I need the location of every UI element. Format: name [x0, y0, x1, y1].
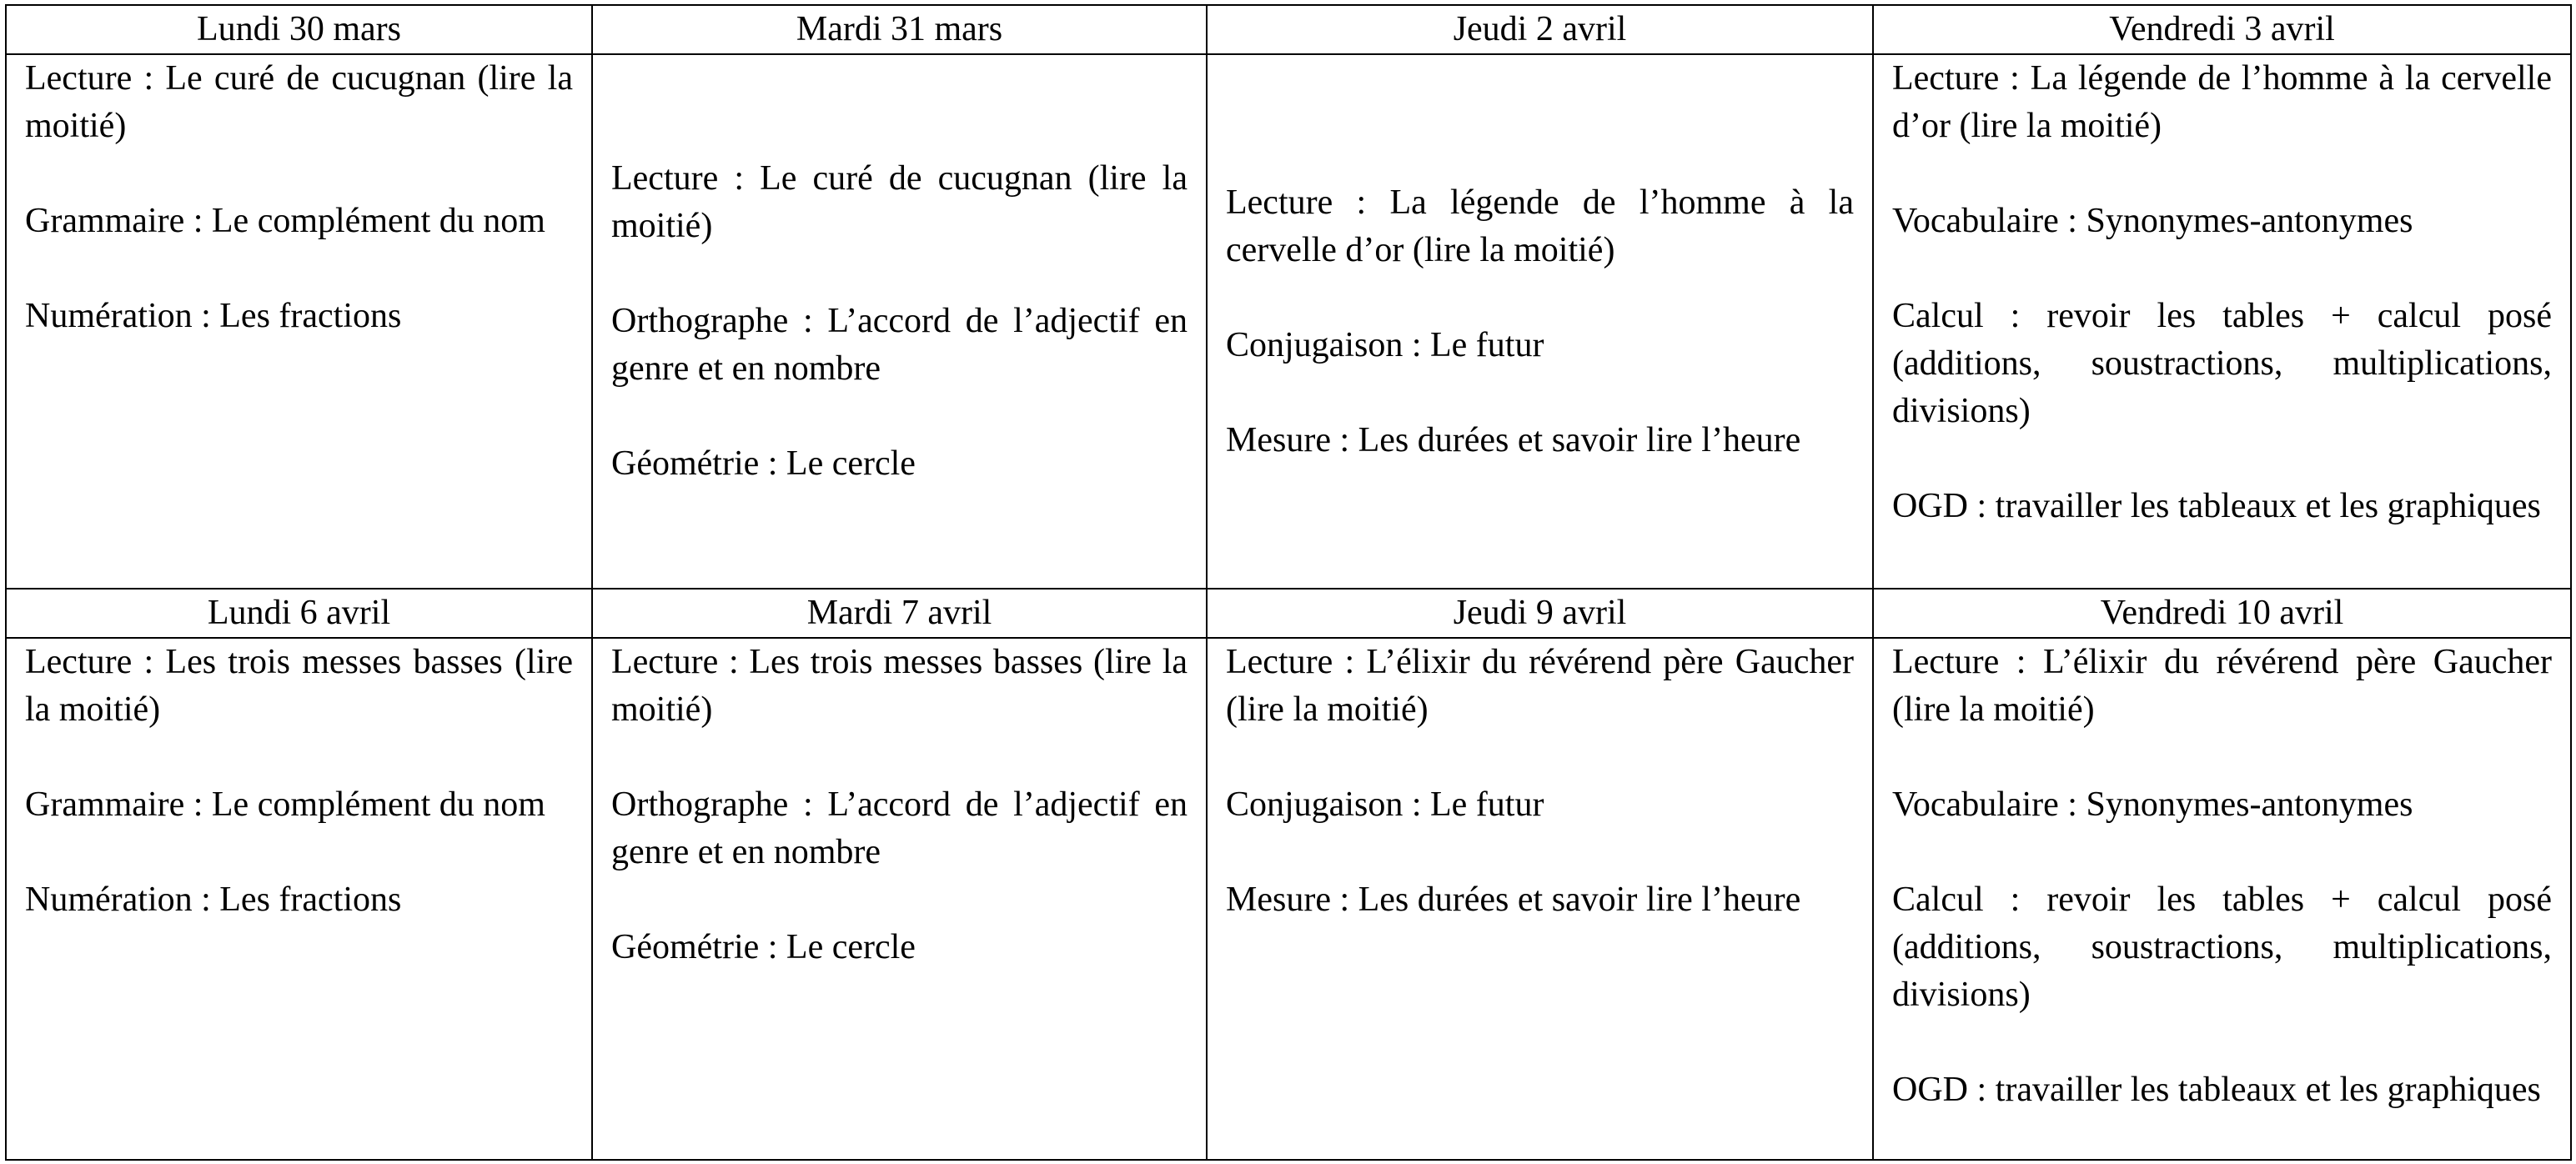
lesson-entry: Calcul : revoir les tables + calcul posé (additions, soustractions, multiplications, divisions)	[1892, 297, 2552, 430]
day-cell-lundi-6-avril	[6, 638, 592, 1160]
week-1-header-row	[6, 5, 2571, 54]
week-1-content-row	[6, 54, 2571, 589]
lesson-entry: Conjugaison : Le futur	[1226, 325, 1544, 364]
lesson-entry: Lecture : Les trois messes basses (lire la moitié)	[25, 643, 573, 729]
lesson-entry: Lecture : Le curé de cucugnan (lire la moitié)	[25, 59, 573, 145]
day-cell-vendredi-10-avril	[1873, 638, 2571, 1160]
lesson-entry: Orthographe : L’accord de l’adjectif en genre et en nombre	[611, 302, 1188, 388]
lesson-entry: Mesure : Les durées et savoir lire l’heure	[1226, 881, 1801, 919]
day-header: Jeudi 2 avril	[1207, 5, 1873, 54]
lesson-entry: Numération : Les fractions	[25, 297, 402, 335]
lesson-entry: Lecture : Le curé de cucugnan (lire la moitié)	[611, 159, 1188, 245]
day-cell-mardi-31-mars	[592, 54, 1207, 589]
day-header: Jeudi 9 avril	[1207, 589, 1873, 638]
week-2-content-row	[6, 638, 2571, 1160]
lesson-entry: Vocabulaire : Synonymes-antonymes	[1892, 202, 2413, 240]
lesson-entry: OGD : travailler les tableaux et les graphiques	[1892, 1071, 2541, 1109]
day-header: Vendredi 10 avril	[1873, 589, 2571, 638]
day-header: Vendredi 3 avril	[1873, 5, 2571, 54]
day-cell-vendredi-3-avril	[1873, 54, 2571, 589]
lesson-entry: Conjugaison : Le futur	[1226, 785, 1544, 824]
day-cell-jeudi-2-avril	[1207, 54, 1873, 589]
lesson-entry: Grammaire : Le complément du nom	[25, 202, 545, 240]
week-2-header-row	[6, 589, 2571, 638]
lesson-entry: Numération : Les fractions	[25, 881, 402, 919]
day-cell-jeudi-9-avril	[1207, 638, 1873, 1160]
lesson-entry: Mesure : Les durées et savoir lire l’heure	[1226, 420, 1801, 459]
day-cell-lundi-30-mars	[6, 54, 592, 589]
lesson-entry: Vocabulaire : Synonymes-antonymes	[1892, 785, 2413, 824]
lesson-entry: OGD : travailler les tableaux et les graphiques	[1892, 487, 2541, 525]
day-header: Mardi 7 avril	[592, 589, 1207, 638]
schedule-table	[5, 4, 2572, 1161]
lesson-entry: Lecture : La légende de l’homme à la cervelle d’or (lire la moitié)	[1892, 59, 2552, 145]
lesson-entry: Lecture : L’élixir du révérend père Gaucher (lire la moitié)	[1892, 643, 2552, 729]
day-header: Mardi 31 mars	[592, 5, 1207, 54]
day-header: Lundi 6 avril	[6, 589, 592, 638]
day-cell-mardi-7-avril	[592, 638, 1207, 1160]
lesson-entry: Grammaire : Le complément du nom	[25, 785, 545, 824]
lesson-entry: Lecture : La légende de l’homme à la cervelle d’or (lire la moitié)	[1226, 183, 1854, 269]
lesson-entry: Orthographe : L’accord de l’adjectif en genre et en nombre	[611, 785, 1188, 871]
day-header: Lundi 30 mars	[6, 5, 592, 54]
schedule-page	[5, 4, 2570, 1159]
lesson-entry: Géométrie : Le cercle	[611, 928, 916, 966]
lesson-entry: Géométrie : Le cercle	[611, 444, 916, 483]
lesson-entry: Calcul : revoir les tables + calcul posé (additions, soustractions, multiplications, divisions)	[1892, 881, 2552, 1014]
lesson-entry: Lecture : Les trois messes basses (lire la moitié)	[611, 643, 1188, 729]
lesson-entry: Lecture : L’élixir du révérend père Gaucher (lire la moitié)	[1226, 643, 1854, 729]
